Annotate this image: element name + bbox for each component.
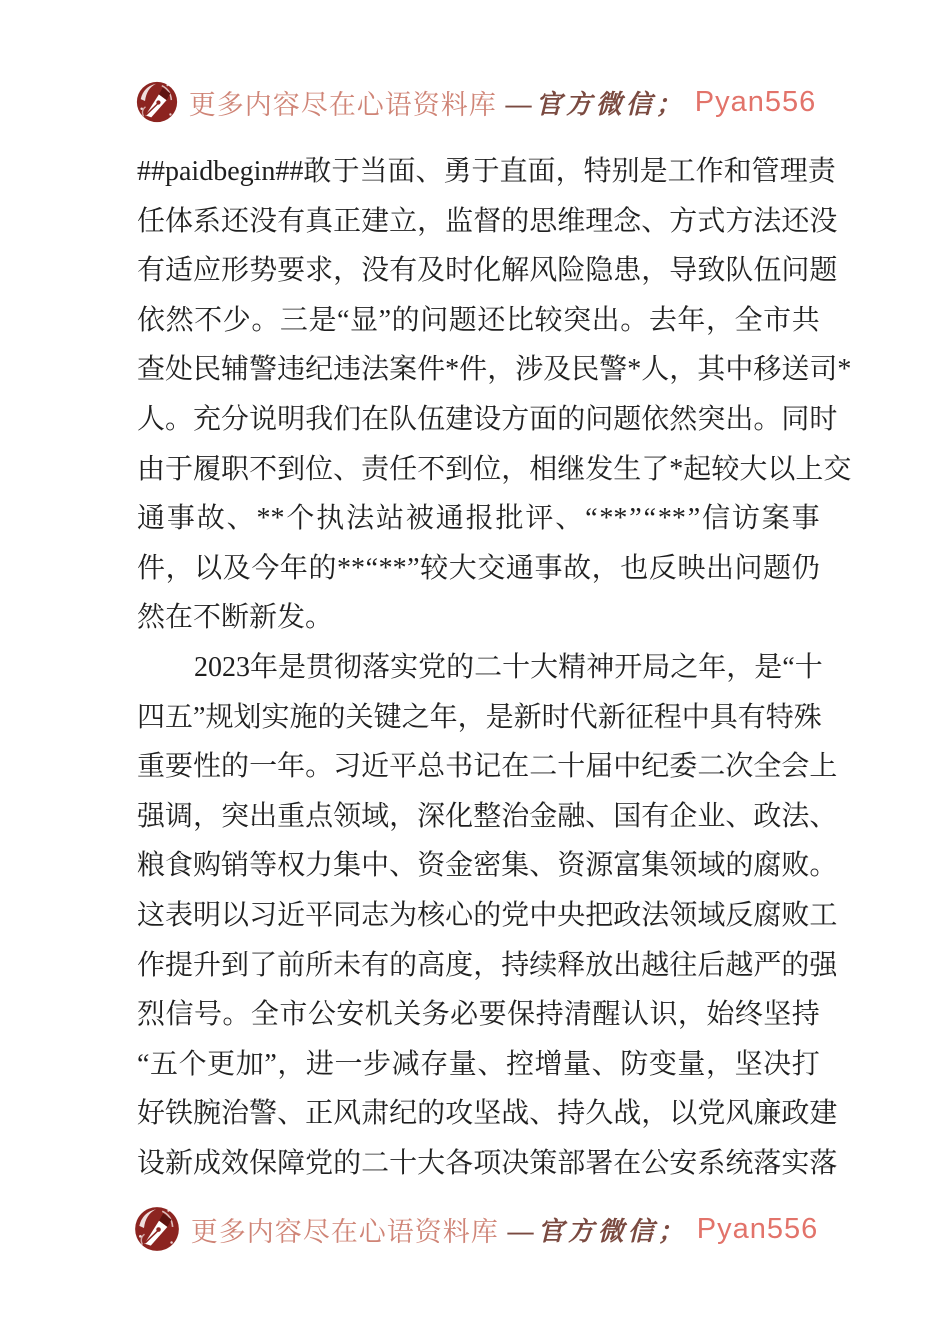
text-line: 重 要 性 的 一 年 。 习 近 平 总 书 记 在 二 十 届 中 纪 委 二 次 全 会 上 [137, 751, 838, 783]
text-line: 通 事 故 、 ** 个 执 法 站 被 通 报 批 评 、 “ ** ” “ ** ” 信 访 案 事 [137, 503, 820, 535]
footer-watermark [0, 1202, 950, 1256]
text-line: 这 表 明 以 习 近 平 同 志 为 核 心 的 党 中 央 把 政 法 领 域 反 腐 败 工 [137, 899, 838, 931]
text-line: 强 调 ， 突 出 重 点 领 域 ， 深 化 整 治 金 融 、 国 有 企 业 、 政 法 、 [137, 800, 838, 832]
watermark-wechat-id: Pyan556 [694, 85, 817, 118]
pen-nib-emblem-icon [134, 79, 180, 125]
document-body [137, 147, 852, 1188]
watermark-text-main: 更多内容尽在心语资料库 [190, 1216, 499, 1247]
text-line: 好 铁 腕 治 警 、 正 风 肃 纪 的 攻 坚 战 、 持 久 战 ， 以 党 风 廉 政 建 [137, 1098, 838, 1130]
text-line: 设 新 成 效 保 障 党 的 二 十 大 各 项 决 策 部 署 在 公 安 系 统 落 实 落 [137, 1147, 838, 1179]
text-line: 件 ， 以 及 今 年 的 ** “ ** ” 较 大 交 通 事 故 ， 也 反 映 出 问 题 仍 [137, 552, 820, 584]
watermark-text-main: 更多内容尽在心语资料库 [188, 89, 497, 120]
text-line: 粮 食 购 销 等 权 力 集 中 、 资 金 密 集 、 资 源 富 集 领 域 的 腐 败 。 [137, 850, 838, 882]
text-line: 有 适 应 形 势 要 求 ， 没 有 及 时 化 解 风 险 隐 患 ， 导 致 队 伍 问 题 [137, 255, 838, 287]
watermark-wechat-id: Pyan556 [696, 1212, 819, 1245]
text-line: 四 五 ” 规 划 实 施 的 关 键 之 年 ， 是 新 时 代 新 征 程 中 具 有 特 殊 [137, 701, 822, 733]
watermark-text-wechat: —官方微信； [507, 1216, 688, 1246]
text-line: 然在不断新发。 [137, 602, 334, 634]
text-line: “ 五 个 更 加 ” ， 进 一 步 减 存 量 、 控 增 量 、 防 变 量 ， 坚 决 打 [137, 1048, 820, 1080]
text-line: ##paidbegin## 敢 于 当 面 、 勇 于 直 面 ， 特 别 是 工 作 和 管 理 责 [137, 156, 836, 187]
text-line: 2023 年 是 贯 彻 落 实 党 的 二 十 大 精 神 开 局 之 年 ， 是 “ 十 [194, 651, 823, 683]
text-line: 查 处 民 辅 警 违 纪 违 法 案 件 * 件 ， 涉 及 民 警 * 人 ， 其 中 移 送 司 * [137, 354, 852, 386]
watermark-text-wechat: —官方微信； [505, 89, 686, 119]
header-watermark [0, 76, 950, 128]
text-line: 依 然 不 少 。 三 是 “ 显 ” 的 问 题 还 比 较 突 出 。 去 年 ， 全 市 共 [137, 304, 820, 336]
text-line: 人 。 充 分 说 明 我 们 在 队 伍 建 设 方 面 的 问 题 依 然 突 出 。 同 时 [137, 403, 838, 435]
text-line: 作 提 升 到 了 前 所 未 有 的 高 度 ， 持 续 释 放 出 越 往 后 越 严 的 强 [137, 949, 838, 981]
pen-nib-emblem-icon [132, 1204, 182, 1254]
text-line: 任 体 系 还 没 有 真 正 建 立 ， 监 督 的 思 维 理 念 、 方 式 方 法 还 没 [137, 205, 838, 237]
text-line: 由 于 履 职 不 到 位 、 责 任 不 到 位 ， 相 继 发 生 了 * 起 较 大 以 上 交 [137, 453, 852, 485]
text-line: 烈 信 号 。 全 市 公 安 机 关 务 必 要 保 持 清 醒 认 识 ， 始 终 坚 持 [137, 999, 820, 1031]
